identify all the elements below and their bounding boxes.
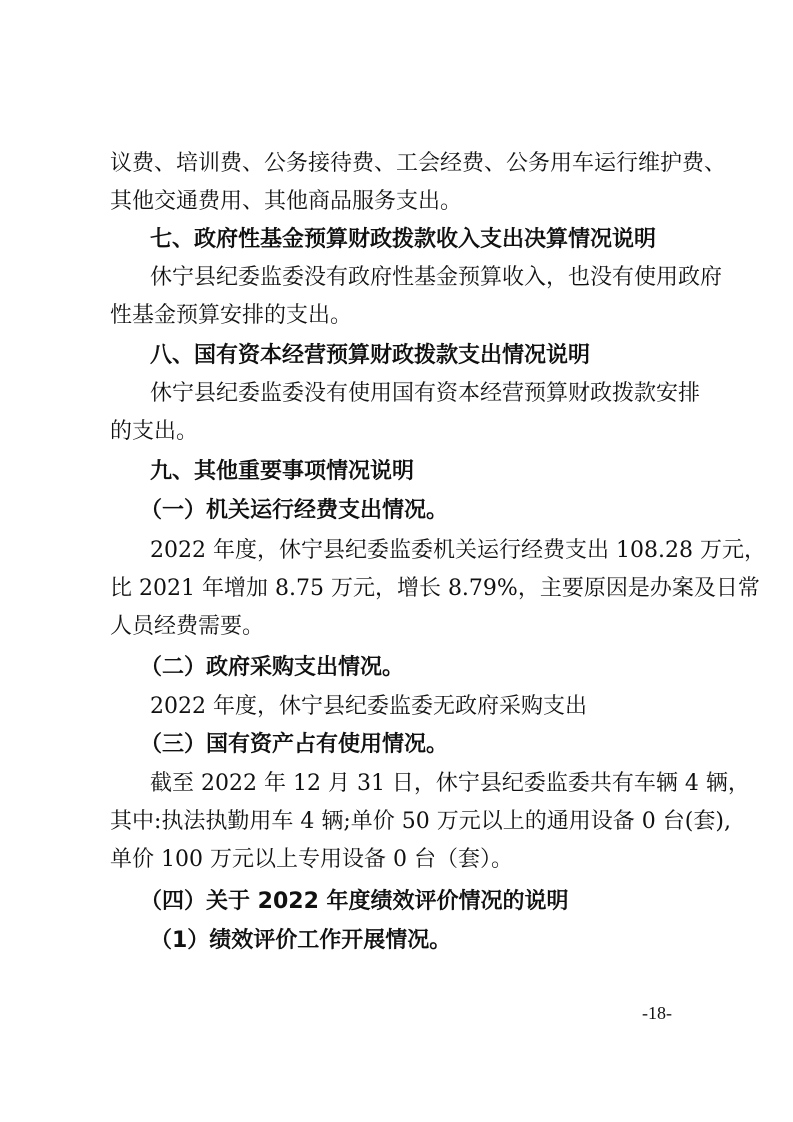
section-heading: 八、国有资本经营预算财政拨款支出情况说明 bbox=[150, 343, 591, 368]
paragraph-line: 人员经费需要。 bbox=[110, 614, 265, 639]
paragraph-line: 截至 2022 年 12 月 31 日，休宁县纪委监委共有车辆 4 辆， bbox=[150, 771, 750, 796]
section-heading: 九、其他重要事项情况说明 bbox=[150, 459, 415, 484]
subsection-heading: （一）机关运行经费支出情况。 bbox=[140, 498, 449, 523]
paragraph-line: 议费、培训费、公务接待费、工会经费、公务用车运行维护费、 bbox=[110, 151, 727, 176]
paragraph-line: 休宁县纪委监委没有政府性基金预算收入，也没有使用政府 bbox=[150, 265, 723, 290]
subsection-heading: （三）国有资产占有使用情况。 bbox=[140, 732, 449, 757]
paragraph-line: 其他交通费用、其他商品服务支出。 bbox=[110, 189, 463, 214]
subsection-heading: （1）绩效评价工作开展情况。 bbox=[150, 928, 452, 953]
paragraph-line: 2022 年度，休宁县纪委监委机关运行经费支出 108.28 万元， bbox=[150, 538, 766, 563]
paragraph-line: 性基金预算安排的支出。 bbox=[110, 303, 353, 328]
paragraph-line: 休宁县纪委监委没有使用国有资本经营预算财政拨款安排 bbox=[150, 381, 701, 406]
paragraph-line: 的支出。 bbox=[110, 419, 199, 444]
subsection-heading: （四）关于 2022 年度绩效评价情况的说明 bbox=[140, 889, 569, 914]
paragraph-line: 比 2021 年增加 8.75 万元，增长 8.79%，主要原因是办案及日常 bbox=[110, 576, 760, 601]
subsection-heading: （二）政府采购支出情况。 bbox=[140, 655, 405, 680]
section-heading: 七、政府性基金预算财政拨款收入支出决算情况说明 bbox=[150, 227, 657, 252]
page-number: -18- bbox=[642, 1003, 672, 1023]
paragraph-line: 2022 年度，休宁县纪委监委无政府采购支出 bbox=[150, 694, 587, 719]
paragraph-line: 单价 100 万元以上专用设备 0 台（套）。 bbox=[110, 847, 513, 872]
paragraph-line: 其中:执法执勤用车 4 辆;单价 50 万元以上的通用设备 0 台(套), bbox=[110, 809, 731, 834]
